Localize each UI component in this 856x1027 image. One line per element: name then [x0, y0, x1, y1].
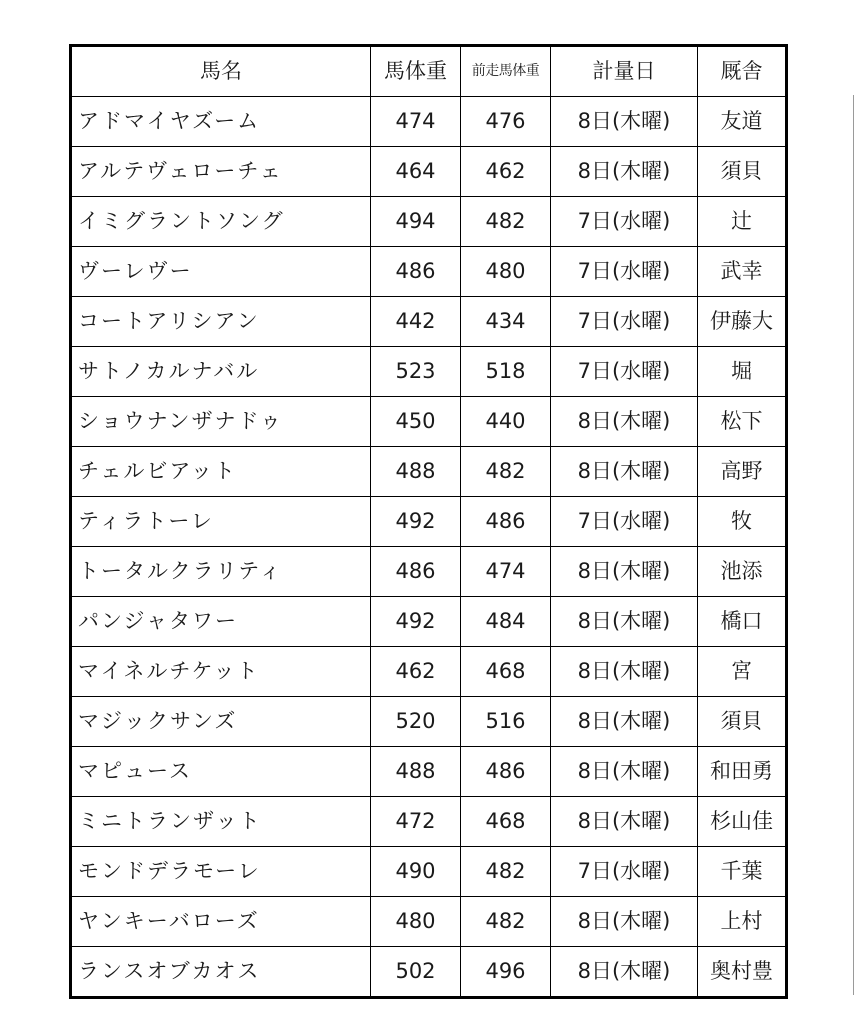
cell-weigh-date: 7日(水曜) [551, 847, 698, 897]
cell-previous-weight: 518 [461, 347, 551, 397]
cell-stable: 辻 [698, 197, 787, 247]
cell-weigh-date: 8日(木曜) [551, 447, 698, 497]
table-row [71, 97, 787, 147]
table-row [71, 847, 787, 897]
cell-horse-name: モンドデラモーレ [71, 847, 371, 897]
cell-horse-name: ヴーレヴー [71, 247, 371, 297]
table-row [71, 147, 787, 197]
cell-body-weight: 490 [371, 847, 461, 897]
table-row [71, 447, 787, 497]
header-horse-name: 馬名 [71, 46, 371, 97]
cell-horse-name: サトノカルナバル [71, 347, 371, 397]
cell-body-weight: 492 [371, 497, 461, 547]
table-row [71, 947, 787, 998]
table-row [71, 797, 787, 847]
cell-body-weight: 486 [371, 547, 461, 597]
cell-weigh-date: 7日(水曜) [551, 247, 698, 297]
table-row [71, 197, 787, 247]
cell-stable: 橋口 [698, 597, 787, 647]
cell-stable: 杉山佳 [698, 797, 787, 847]
cell-body-weight: 464 [371, 147, 461, 197]
cell-horse-name: マピュース [71, 747, 371, 797]
cell-previous-weight: 486 [461, 497, 551, 547]
cell-body-weight: 480 [371, 897, 461, 947]
cell-body-weight: 450 [371, 397, 461, 447]
cell-body-weight: 494 [371, 197, 461, 247]
cell-previous-weight: 484 [461, 597, 551, 647]
cell-previous-weight: 482 [461, 197, 551, 247]
cell-weigh-date: 7日(水曜) [551, 297, 698, 347]
cell-horse-name: マイネルチケット [71, 647, 371, 697]
cell-horse-name: パンジャタワー [71, 597, 371, 647]
cell-stable: 須貝 [698, 697, 787, 747]
cell-previous-weight: 482 [461, 447, 551, 497]
cell-horse-name: アルテヴェローチェ [71, 147, 371, 197]
cell-stable: 須貝 [698, 147, 787, 197]
header-stable: 厩舎 [698, 46, 787, 97]
cell-stable: 上村 [698, 897, 787, 947]
table-row [71, 247, 787, 297]
cell-stable: 牧 [698, 497, 787, 547]
cell-weigh-date: 8日(木曜) [551, 897, 698, 947]
cell-stable: 奥村豊 [698, 947, 787, 998]
header-previous-weight: 前走馬体重 [461, 46, 551, 97]
cell-weigh-date: 8日(木曜) [551, 597, 698, 647]
table-row [71, 747, 787, 797]
table-row [71, 647, 787, 697]
cell-horse-name: ランスオブカオス [71, 947, 371, 998]
cell-previous-weight: 486 [461, 747, 551, 797]
horse-weight-table [69, 44, 788, 999]
cell-weigh-date: 8日(木曜) [551, 697, 698, 747]
cell-previous-weight: 468 [461, 797, 551, 847]
table-row [71, 897, 787, 947]
cell-weigh-date: 8日(木曜) [551, 947, 698, 998]
cell-horse-name: ヤンキーバローズ [71, 897, 371, 947]
cell-body-weight: 520 [371, 697, 461, 747]
cell-stable: 和田勇 [698, 747, 787, 797]
table-header-row [71, 46, 787, 97]
table-row [71, 597, 787, 647]
cell-stable: 堀 [698, 347, 787, 397]
cell-weigh-date: 7日(水曜) [551, 347, 698, 397]
cell-weigh-date: 8日(木曜) [551, 147, 698, 197]
cell-previous-weight: 496 [461, 947, 551, 998]
cell-horse-name: イミグラントソング [71, 197, 371, 247]
cell-horse-name: ミニトランザット [71, 797, 371, 847]
table-row [71, 697, 787, 747]
cell-body-weight: 488 [371, 447, 461, 497]
table-row [71, 297, 787, 347]
cell-weigh-date: 7日(水曜) [551, 197, 698, 247]
cell-stable: 武幸 [698, 247, 787, 297]
cell-stable: 松下 [698, 397, 787, 447]
cell-previous-weight: 480 [461, 247, 551, 297]
header-body-weight: 馬体重 [371, 46, 461, 97]
cell-body-weight: 472 [371, 797, 461, 847]
cell-stable: 宮 [698, 647, 787, 697]
cell-stable: 高野 [698, 447, 787, 497]
cell-weigh-date: 8日(木曜) [551, 647, 698, 697]
header-weigh-date: 計量日 [551, 46, 698, 97]
cell-body-weight: 488 [371, 747, 461, 797]
table-row [71, 547, 787, 597]
table-row [71, 347, 787, 397]
cell-body-weight: 523 [371, 347, 461, 397]
cell-previous-weight: 476 [461, 97, 551, 147]
cell-stable: 友道 [698, 97, 787, 147]
cell-previous-weight: 482 [461, 897, 551, 947]
cell-weigh-date: 7日(水曜) [551, 497, 698, 547]
cell-horse-name: アドマイヤズーム [71, 97, 371, 147]
cell-stable: 池添 [698, 547, 787, 597]
cell-previous-weight: 462 [461, 147, 551, 197]
table-row [71, 397, 787, 447]
table-row [71, 497, 787, 547]
cell-previous-weight: 474 [461, 547, 551, 597]
cell-body-weight: 462 [371, 647, 461, 697]
cell-horse-name: トータルクラリティ [71, 547, 371, 597]
cell-horse-name: チェルビアット [71, 447, 371, 497]
cell-horse-name: コートアリシアン [71, 297, 371, 347]
cell-previous-weight: 440 [461, 397, 551, 447]
cell-weigh-date: 8日(木曜) [551, 547, 698, 597]
cell-stable: 伊藤大 [698, 297, 787, 347]
cell-body-weight: 502 [371, 947, 461, 998]
cell-previous-weight: 434 [461, 297, 551, 347]
cell-body-weight: 492 [371, 597, 461, 647]
cell-horse-name: ティラトーレ [71, 497, 371, 547]
page-divider-line [853, 95, 854, 995]
cell-horse-name: マジックサンズ [71, 697, 371, 747]
cell-stable: 千葉 [698, 847, 787, 897]
cell-body-weight: 474 [371, 97, 461, 147]
cell-body-weight: 442 [371, 297, 461, 347]
cell-weigh-date: 8日(木曜) [551, 747, 698, 797]
cell-horse-name: ショウナンザナドゥ [71, 397, 371, 447]
cell-weigh-date: 8日(木曜) [551, 397, 698, 447]
cell-weigh-date: 8日(木曜) [551, 97, 698, 147]
cell-weigh-date: 8日(木曜) [551, 797, 698, 847]
cell-body-weight: 486 [371, 247, 461, 297]
cell-previous-weight: 516 [461, 697, 551, 747]
cell-previous-weight: 468 [461, 647, 551, 697]
cell-previous-weight: 482 [461, 847, 551, 897]
